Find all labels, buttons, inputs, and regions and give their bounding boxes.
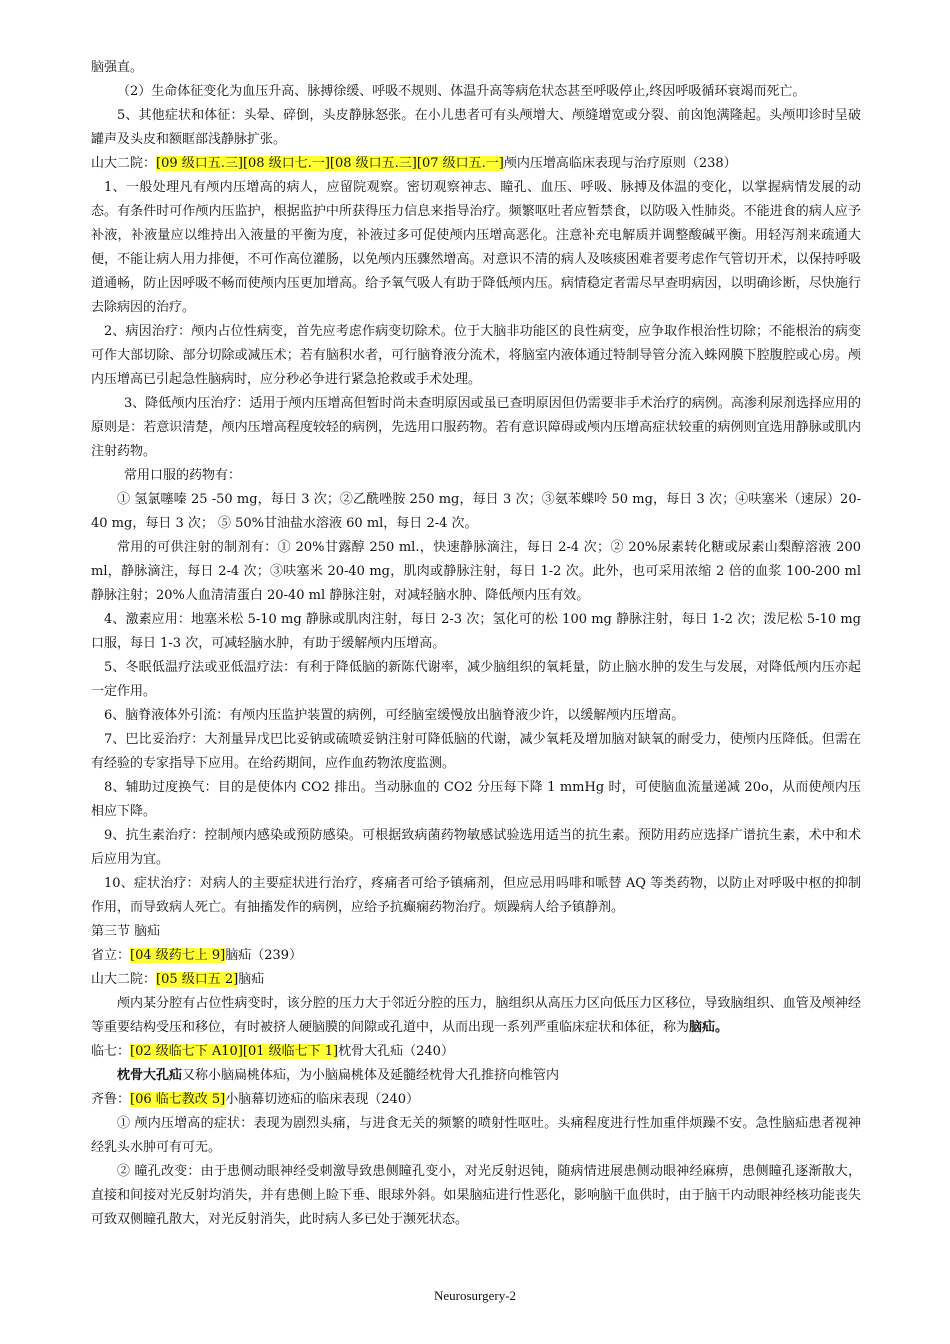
paragraph: 5、冬眠低温疗法或亚低温疗法：有利于降低脑的新陈代谢率，减少脑组织的氧耗量，防止脑水肿的发生与发展，对降低颅内压亦起一定作用。 [91,660,861,699]
paragraph-text: 又称小脑扁桃体疝，为小脑扁桃体及延髓经枕骨大孔推挤向椎管内 [182,1068,560,1083]
paragraph: 10、症状治疗：对病人的主要症状进行治疗，疼痛者可给予镇痛剂，但应忌用吗啡和哌替 AQ 等类药物，以防止对呼吸中枢的抑制作用，而导致病人死亡。有抽搐发作的病例，应给予抗癫痫药物治疗。烦躁病人给予镇静剂。 [91,876,861,915]
section-heading [91,968,861,992]
heading-text: 脑疝（239） [225,948,303,963]
source-label: 省立： [91,948,131,963]
paragraph [91,1064,861,1088]
heading-text: 脑疝 [238,972,265,987]
source-label: 齐鲁： [91,1092,131,1107]
exam-tag-highlight: [02 级临七下 A10][01 级临七下 1] [130,1044,339,1059]
heading-text: 颅内压增高临床表现与治疗原则（238） [503,156,737,171]
paragraph: 常用的可供注射的制剂有：① 20%甘露醇 250 ml.，快速静脉滴注，每日 2-4 次；② 20%尿素转化糖或尿素山梨醇溶液 200 ml，静脉滴注，每日 2-4 次；③呋塞米 20-40 mg，肌肉或静脉注射，每日 1-2 次。此外，也可采用浓缩 2 倍的血浆 100-200 ml 静脉注射；20%人血清清蛋白 20-40 ml 静脉注射，对减轻脑水肿、降低颅内压有效。 [91,540,861,603]
exam-tag-highlight: [06 临七教改 5] [130,1092,226,1107]
paragraph: 1、一般处理凡有颅内压增高的病人，应留院观察。密切观察神志、瞳孔、血压、呼吸、脉搏及体温的变化，以掌握病情发展的动态。有条件时可作颅内压监护，根据监护中所获得压力信息来指导治疗。频繁呕吐者应暂禁食，以防吸入性肺炎。不能进食的病人应予补液，补液量应以维持出入液量的平衡为度，补液过多可促使颅内压增高恶化。注意补充电解质并调整酸碱平衡。用轻泻剂来疏通大便，不能让病人用力排便，不可作高位灌肠，以免颅内压骤然增高。对意识不清的病人及咳痰困难者要考虑作气管切开术，以保持呼吸道通畅，防止因呼吸不畅而使颅内压更加增高。给予氧气吸人有助于降低颅内压。病情稳定者需尽早查明病因，以明确诊断，尽快施行去除病因的治疗。 [91,180,861,315]
page-footer: Neurosurgery-2 [433,1288,517,1303]
paragraph: ① 氢氯噻嗪 25 -50 mg，每日 3 次；②乙酰唑胺 250 mg，每日 3 次；③氨苯蝶呤 50 mg，每日 3 次；④呋塞米（速尿）20-40 mg，每日 3 次； ⑤ 50%甘油盐水溶液 60 ml，每日 2-4 次。 [91,492,861,531]
heading-text: 小脑幕切迹疝的临床表现（240） [225,1092,420,1107]
paragraph: 5、其他症状和体征：头晕、碎倒，头皮静脉怒张。在小儿患者可有头颅增大、颅缝增宽或分裂、前囟饱满隆起。头颅叩诊时呈破罐声及头皮和额眶部浅静脉扩张。 [91,108,861,147]
paragraph: 脑强直。 [91,60,144,75]
source-label: 山大二院： [91,156,157,171]
paragraph-text: 颅内某分腔有占位性病变时，该分腔的压力大于邻近分腔的压力，脑组织从高压力区向低压力区移位，导致脑组织、血管及颅神经等重要结构受压和移位，有时被挤人硬脑膜的间隙或孔道中，从而出现一系列严重临床症状和体征，称为 [91,996,861,1035]
section-title: 第三节 脑疝 [91,924,161,939]
paragraph: （2）生命体征变化为血压升高、脉搏徐缓、呼吸不规则、体温升高等病危状态甚至呼吸停止,终因呼吸循环衰竭而死亡。 [117,84,806,99]
exam-tag-highlight: [09 级口五.三][08 级口七.一][08 级口五.三][07 级口五.一] [156,156,504,171]
bold-term: 脑疝。 [689,1020,729,1035]
page-content [91,56,861,1232]
paragraph: 3、降低颅内压治疗：适用于颅内压增高但暂时尚未查明原因或虽已查明原因但仍需要非手术治疗的病例。高渗利尿剂选择应用的原则是：若意识清楚，颅内压增高程度较轻的病例，先选用口服药物。若有意识障碍或颅内压增高症状较重的病例则宜选用静脉或肌内注射药物。 [91,396,861,459]
paragraph: ② 瞳孔改变：由于患侧动眼神经受刺激导致患侧瞳孔变小，对光反射迟钝，随病情进展患侧动眼神经麻痹，患侧瞳孔逐渐散大，直接和间接对光反射均消失，并有患侧上睑下垂、眼球外斜。如果脑疝进行性恶化，影响脑干血供时，由于脑干内动眼神经核功能丧失可致双侧瞳孔散大，对光反射消失，此时病人多已处于濒死状态。 [91,1164,861,1227]
paragraph: 6、脑脊液体外引流：有颅内压监护装置的病例，可经脑室缓慢放出脑脊液少许，以缓解颅内压增高。 [104,708,685,723]
source-label: 临七： [91,1044,131,1059]
paragraph: 9、抗生素治疗：控制颅内感染或预防感染。可根据致病菌药物敏感试验选用适当的抗生素。预防用药应选择广谱抗生素，术中和术后应用为宜。 [91,828,861,867]
paragraph: 常用口服的药物有： [124,468,242,483]
paragraph: ① 颅内压增高的症状：表现为剧烈头痛，与进食无关的频繁的喷射性呕吐。头痛程度进行性加重伴烦躁不安。急性脑疝患者视神经乳头水肿可有可无。 [91,1116,861,1155]
section-heading [91,152,861,176]
source-label: 山大二院： [91,972,157,987]
paragraph: 2、病因治疗：颅内占位性病变，首先应考虑作病变切除术。位于大脑非功能区的良性病变，应争取作根治性切除；不能根治的病变可作大部切除、部分切除或减压术；若有脑积水者，可行脑脊液分流术，将脑室内液体通过特制导管分流入蛛网膜下腔腹腔或心房。颅内压增高已引起急性脑病时，应分秒必争进行紧急抢救或手术处理。 [91,324,861,387]
section-heading [91,1088,861,1112]
bold-term: 枕骨大孔疝 [117,1068,183,1083]
exam-tag-highlight: [05 级口五 2] [156,972,239,987]
paragraph [91,992,861,1040]
heading-text: 枕骨大孔疝（240） [338,1044,454,1059]
section-heading [91,1040,861,1064]
section-heading [91,944,861,968]
exam-tag-highlight: [04 级药七上 9] [130,948,226,963]
paragraph: 8、辅助过度换气：目的是使体内 CO2 排出。当动脉血的 CO2 分压每下降 1 mmHg 时，可使脑血流量递减 20o，从而使颅内压相应下降。 [91,780,861,819]
paragraph: 7、巴比妥治疗：大剂量异戊巴比妥钠或硫喷妥钠注射可降低脑的代谢，减少氧耗及增加脑对缺氧的耐受力，使颅内压降低。但需在有经验的专家指导下应用。在给药期间，应作血药物浓度监测。 [91,732,861,771]
paragraph: 4、激素应用：地塞米松 5-10 mg 静脉或肌肉注射，每日 2-3 次；氢化可的松 100 mg 静脉注射，每日 1-2 次；泼尼松 5-10 mg 口服，每日 1-3 次，可减轻脑水肿，有助于缓解颅内压增高。 [91,612,861,651]
